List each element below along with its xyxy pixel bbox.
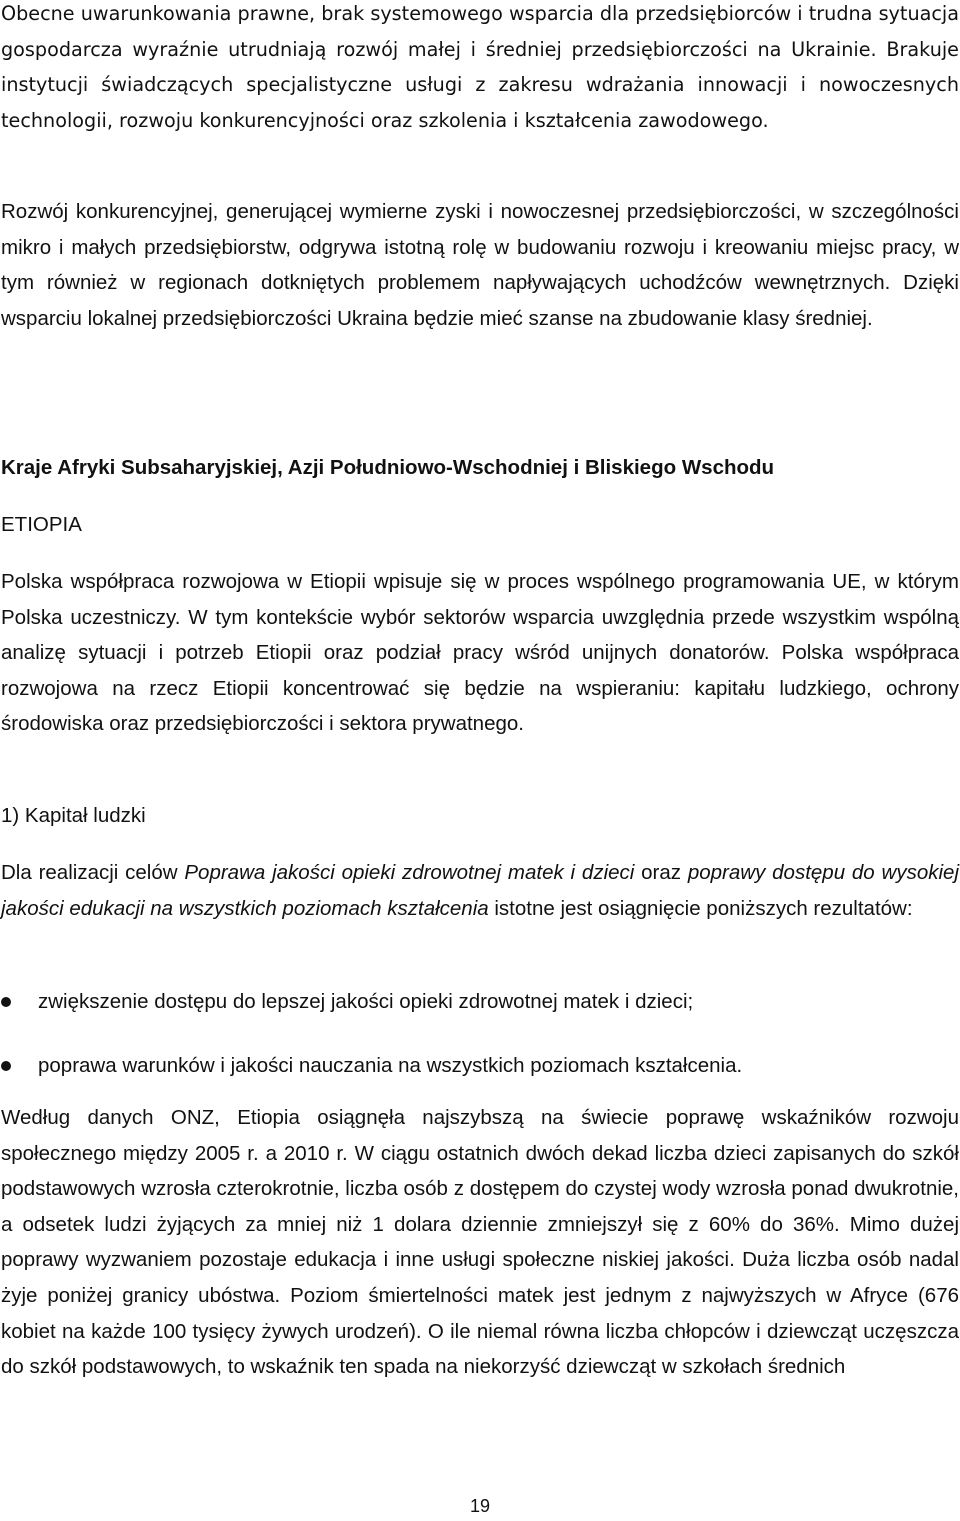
goal-health-italic: Poprawa jakości opieki zdrowotnej matek i dzieci (184, 861, 635, 884)
paragraph-ukraine-conditions: Obecne uwarunkowania prawne, brak systemowego wsparcia dla przedsiębiorców i trudna sytuacja gospodarcza wyraźnie utrudniają rozwój małej i średniej przedsiębiorczości na Ukrainie. Brakuje instytucji świadczących specjalistyczne usługi z zakresu wdrażania innowacji i nowoczesnych technologii, rozwoju konkurencyjności oraz szkolenia i kształcenia zawodowego. (1, 2, 959, 132)
goals-mid-text: oraz (634, 861, 688, 884)
goals-end-text: istotne jest osiągnięcie poniższych rezultatów: (488, 896, 913, 920)
section-heading-human-capital: 1) Kapitał ludzki (1, 804, 146, 827)
page-number: 19 (469, 1496, 491, 1516)
goals-intro-text: Dla realizacji celów (1, 861, 185, 884)
results-bullet-list (1, 984, 959, 1111)
paragraph-goals (1, 855, 959, 926)
paragraph-ethiopia-cooperation: Polska współpraca rozwojowa w Etiopii wpisuje się w proces wspólnego programowania UE, w którym Polska uczestniczy. W tym kontekście wybór sektorów wsparcia uwzględnia przede wszystkim wspólną analizę sytuacji i potrzeb Etiopii oraz podział pracy wśród unijnych donatorów. Polska współpraca rozwojowa na rzecz Etiopii koncentrować się będzie na wspieraniu: kapitału ludzkiego, ochrony środowiska oraz przedsiębiorczości i sektora prywatnego. (1, 570, 959, 736)
bullet-icon (1, 997, 11, 1007)
paragraph-un-data: Według danych ONZ, Etiopia osiągnęła najszybszą na świecie poprawę wskaźników rozwoju społecznego między 2005 r. a 2010 r. W ciągu ostatnich dwóch dekad liczba dzieci zapisanych do szkół podstawowych wzrosła czterokrotnie, liczba osób z dostępem do czystej wody wzrosła ponad dwukrotnie, a odsetek ludzi żyjących za mniej niż 1 dolara dziennie zmniejszył się z 60% do 36%. Mimo dużej poprawy wyzwaniem pozostaje edukacja i inne usługi społeczne niskiej jakości. Duża liczba osób nadal żyje poniżej granicy ubóstwa. Poziom śmiertelności matek jest jednym z najwyższych w Afryce (676 kobiet na każde 100 tysięcy żywych urodzeń). O ile niemal równa liczba chłopców i dziewcząt uczęszcza do szkół podstawowych, to wskaźnik ten spada na niekorzyść dziewcząt w szkołach średnich (1, 1106, 959, 1379)
bullet-text: zwiększenie dostępu do lepszej jakości opieki zdrowotnej matek i dzieci; (38, 990, 694, 1013)
country-heading: ETIOPIA (1, 513, 82, 536)
bullet-text: poprawa warunków i jakości nauczania na wszystkich poziomach kształcenia. (38, 1053, 743, 1077)
goal-education-italic: poprawy dostępu do wysokiej jakości edukacji na wszystkich poziomach kształcenia (1, 861, 959, 920)
region-heading: Kraje Afryki Subsaharyjskiej, Azji Południowo-Wschodniej i Bliskiego Wschodu (1, 456, 775, 479)
list-item (1, 1048, 959, 1084)
paragraph-ukraine-entrepreneurship: Rozwój konkurencyjnej, generującej wymierne zyski i nowoczesnej przedsiębiorczości, w szczególności mikro i małych przedsiębiorstw, odgrywa istotną rolę w budowaniu rozwoju i kreowaniu miejsc pracy, w tym również w regionach dotkniętych problemem napływających uchodźców wewnętrznych. Dzięki wsparciu lokalnej przedsiębiorczości Ukraina będzie mieć szanse na zbudowanie klasy średniej. (1, 200, 959, 330)
list-item (1, 984, 959, 1020)
bullet-icon (1, 1061, 11, 1071)
